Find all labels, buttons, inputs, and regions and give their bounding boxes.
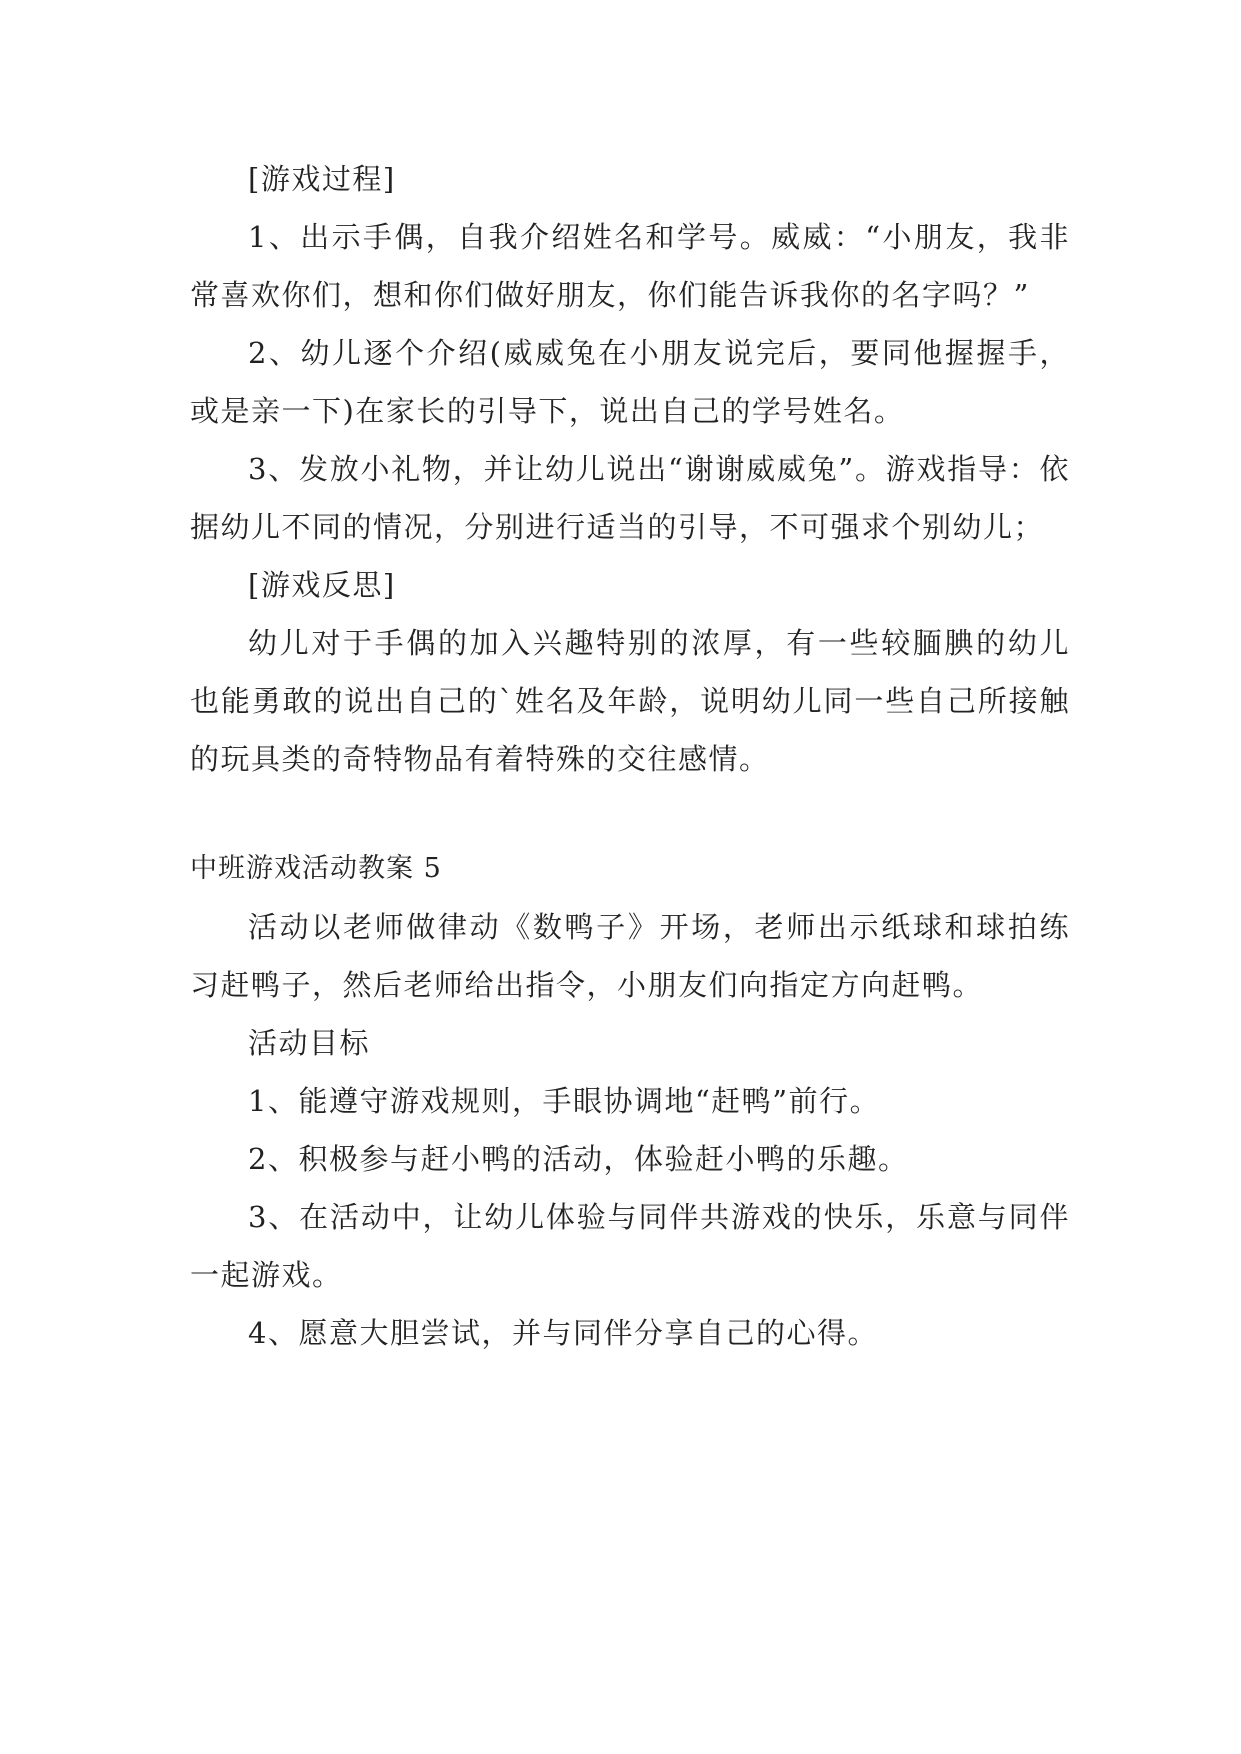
section-gap bbox=[190, 788, 1070, 840]
paragraph-intro: 活动以老师做律动《数鸭子》开场，老师出示纸球和球拍练习赶鸭子，然后老师给出指令，小朋友们向指定方向赶鸭。 bbox=[190, 910, 1070, 1002]
goal-item-1: 1、能遵守游戏规则，手眼协调地“赶鸭”前行。 bbox=[248, 1084, 881, 1118]
goal-item-3: 3、在活动中，让幼儿体验与同伴共游戏的快乐，乐意与同伴一起游戏。 bbox=[190, 1200, 1070, 1292]
document-page bbox=[190, 150, 1070, 1362]
heading-goals: 活动目标 bbox=[248, 1026, 371, 1060]
goal-item-2: 2、积极参与赶小鸭的活动，体验赶小鸭的乐趣。 bbox=[248, 1142, 909, 1176]
section-title: 中班游戏活动教案 5 bbox=[190, 853, 442, 884]
heading-game-process: [游戏过程] bbox=[248, 162, 396, 196]
heading-game-reflection: [游戏反思] bbox=[248, 568, 396, 602]
paragraph-step-2: 2、幼儿逐个介绍(威威兔在小朋友说完后，要同他握握手，或是亲一下)在家长的引导下，说出自己的学号姓名。 bbox=[190, 336, 1070, 428]
goal-item-4: 4、愿意大胆尝试，并与同伴分享自己的心得。 bbox=[248, 1316, 878, 1350]
paragraph-step-1: 1、出示手偶，自我介绍姓名和学号。威威：“小朋友，我非常喜欢你们，想和你们做好朋友，你们能告诉我你的名字吗？” bbox=[190, 220, 1070, 312]
paragraph-step-3: 3、发放小礼物，并让幼儿说出“谢谢威威兔”。游戏指导：依据幼儿不同的情况，分别进行适当的引导，不可强求个别幼儿； bbox=[190, 452, 1070, 544]
paragraph-reflection: 幼儿对于手偶的加入兴趣特别的浓厚，有一些较腼腆的幼儿也能勇敢的说出自己的`姓名及年龄，说明幼儿同一些自己所接触的玩具类的奇特物品有着特殊的交往感情。 bbox=[190, 626, 1070, 776]
